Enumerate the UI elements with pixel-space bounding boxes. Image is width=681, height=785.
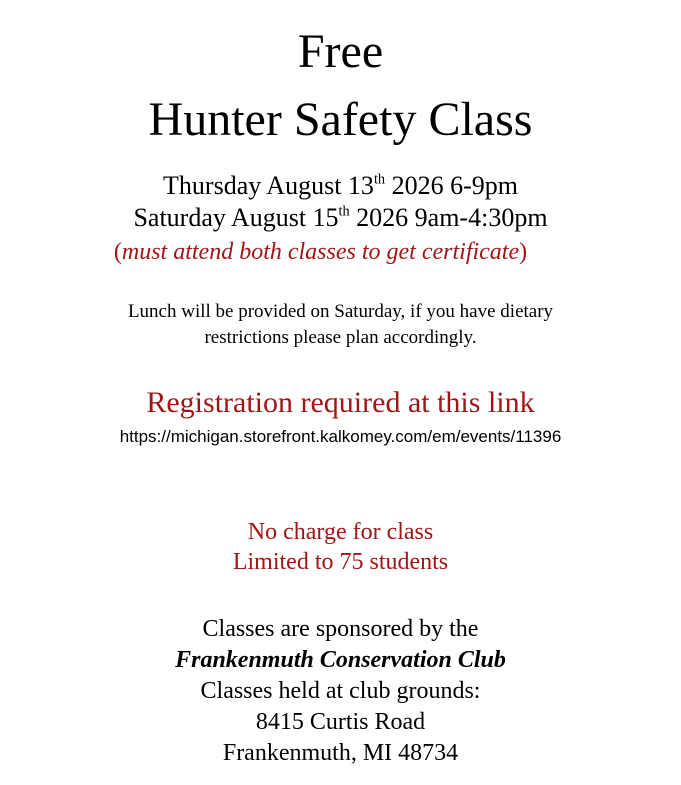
address-city: Frankenmuth, MI 48734 — [222, 740, 459, 766]
lunch-line-1: Lunch will be provided on Saturday, if you have dietary — [127, 301, 554, 322]
schedule-day-2-suffix: th — [338, 203, 350, 220]
grounds-line: Classes held at club grounds: — [200, 678, 481, 704]
sponsor-line: Classes are sponsored by the — [202, 616, 479, 642]
schedule-day-1-suffix: th — [373, 171, 386, 188]
schedule-day-2 — [0, 205, 681, 231]
pricing-line-2: Limited to 75 students — [232, 549, 449, 575]
schedule-day-1-time: 2026 6-9pm — [385, 171, 518, 200]
title-line-1: Free — [297, 25, 384, 78]
schedule-day-2-date: Saturday August 15 — [133, 203, 339, 232]
schedule-day-1 — [0, 173, 681, 199]
note-close-paren: ) — [519, 239, 528, 265]
club-name: Frankenmuth Conservation Club — [175, 647, 506, 673]
lunch-line-2: restrictions please plan accordingly. — [204, 327, 477, 348]
title-line-2: Hunter Safety Class — [148, 93, 533, 146]
registration-link[interactable]: https://michigan.storefront.kalkomey.com/em/events/11396 — [119, 427, 562, 446]
schedule-day-1-date: Thursday August 13 — [163, 171, 374, 200]
address-street: 8415 Curtis Road — [255, 709, 426, 735]
schedule-day-2-time: 2026 9am-4:30pm — [349, 203, 548, 232]
attendance-note — [0, 240, 661, 264]
pricing-line-1: No charge for class — [247, 519, 434, 545]
note-open-paren: ( — [113, 239, 122, 265]
note-text: must attend both classes to get certificate — [121, 239, 520, 265]
registration-heading: Registration required at this link — [146, 386, 535, 419]
